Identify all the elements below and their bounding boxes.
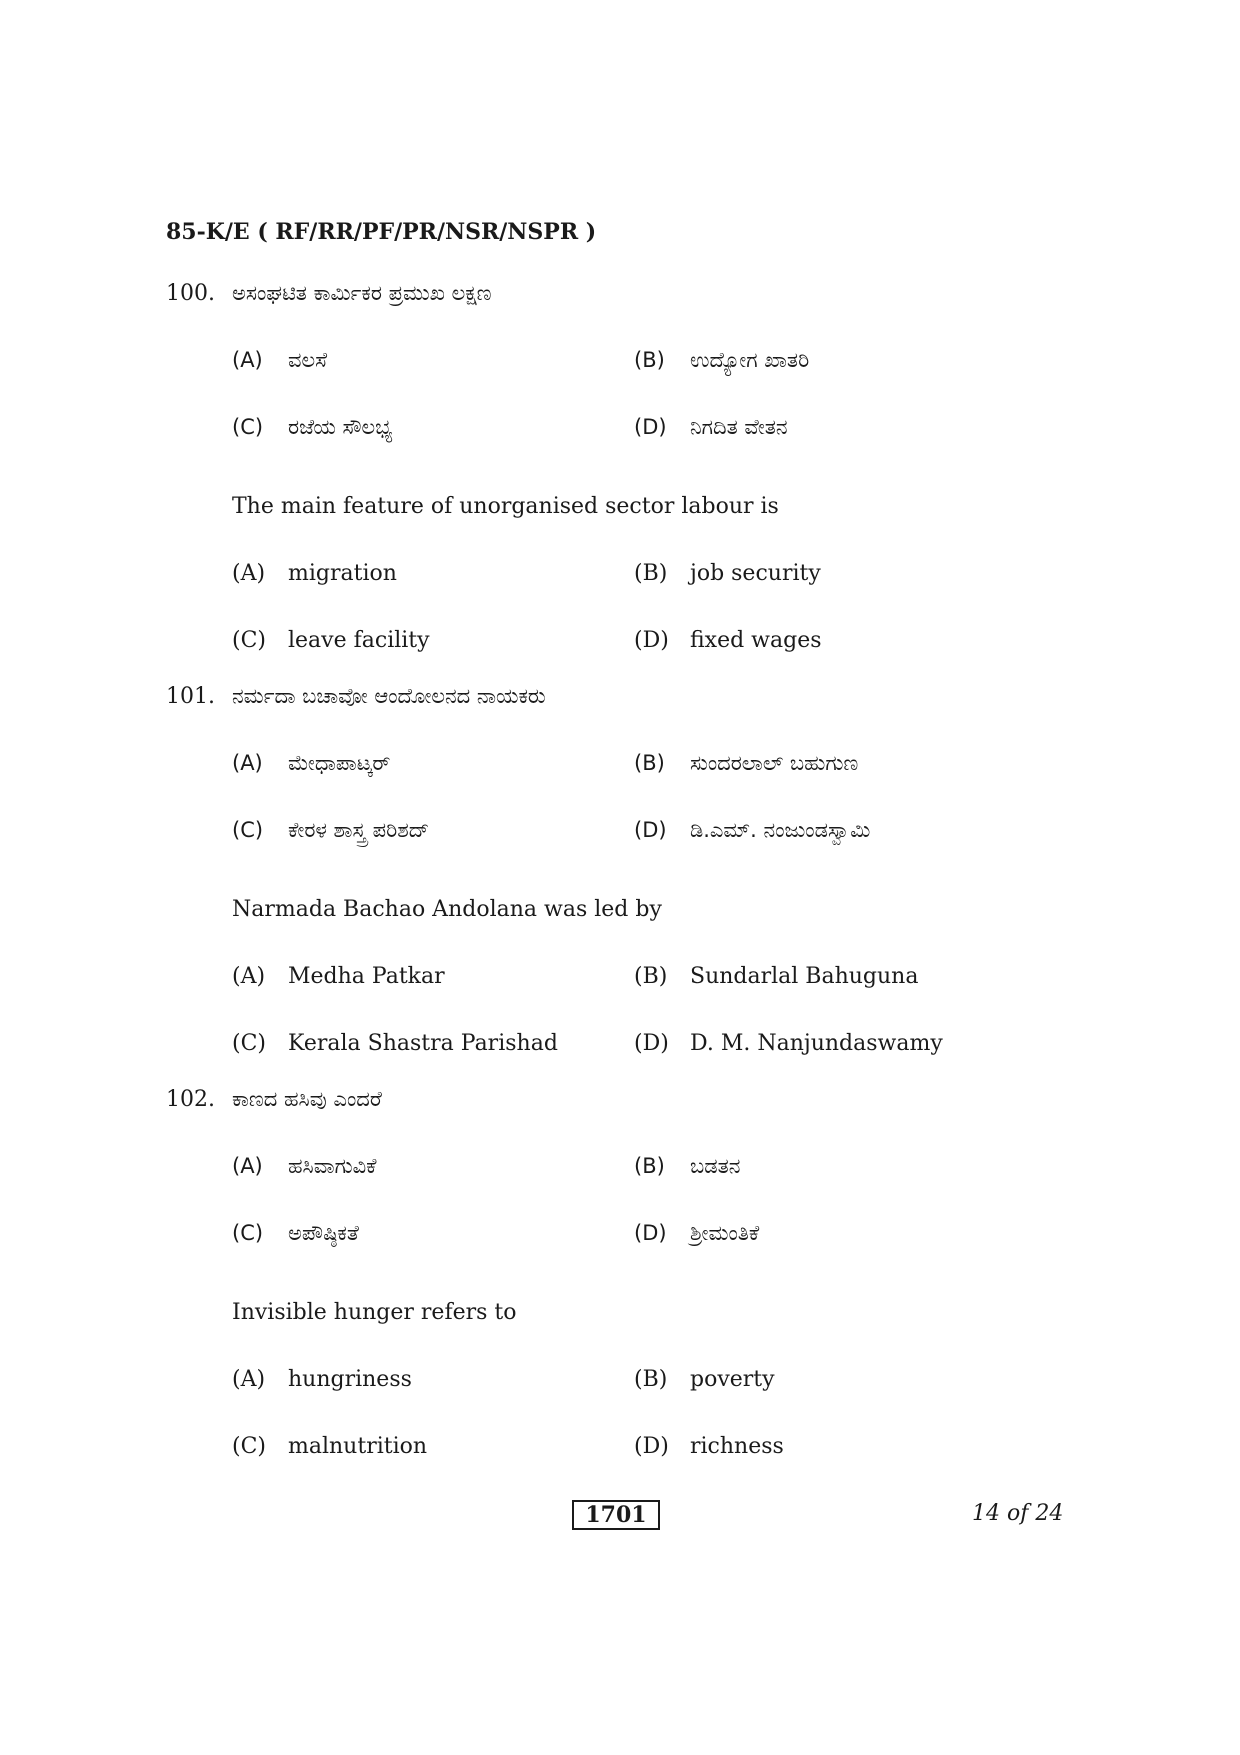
option-text: Medha Patkar [288,964,445,989]
question-number: 101. [166,684,215,709]
option-letter: (B) [634,1154,665,1178]
question-102-english: Invisible hunger refers to [232,1300,517,1325]
option-b-kannada [634,345,809,375]
question-number: 100. [166,281,215,306]
option-letter: (A) [232,1154,263,1178]
option-letter: (C) [232,1031,266,1056]
question-kannada-stem: ಕಾಣದ ಹಸಿವು ಎಂದರೆ [232,1087,382,1111]
option-text: Sundarlal Bahuguna [690,964,919,989]
option-b-english [634,1365,775,1395]
option-text: malnutrition [288,1434,428,1459]
option-text: ಹಸಿವಾಗುವಿಕೆ [288,1154,377,1178]
option-a-kannada [232,1151,376,1181]
option-c-english [232,626,430,656]
option-letter: (C) [232,818,264,842]
option-text: ಡಿ.ಎಮ್. ನಂಜುಂಡಸ್ವಾಮಿ [690,818,871,842]
question-number: 102. [166,1087,215,1112]
option-a-kannada [232,345,327,375]
option-text: ಮೇಧಾಪಾಟ್ಕರ್ [288,751,391,775]
question-102-kannada [166,1084,382,1115]
option-c-kannada [232,815,429,845]
option-letter: (D) [634,628,669,653]
option-text: ವಲಸೆ [288,348,328,372]
option-c-kannada [232,1218,359,1248]
option-letter: (C) [232,1434,266,1459]
option-letter: (A) [232,751,263,775]
option-text: richness [690,1434,784,1459]
option-b-english [634,962,918,992]
option-d-kannada [634,412,788,442]
option-a-english [232,1365,412,1395]
option-letter: (B) [634,964,668,989]
option-d-kannada [634,815,870,845]
option-text: ಕೇರಳ ಶಾಸ್ತ್ರ ಪರಿಶದ್ [288,818,430,842]
question-100-kannada [166,278,492,309]
option-letter: (D) [634,415,667,439]
option-text: ರಜೆಯ ಸೌಲಭ್ಯ [288,415,393,439]
option-letter: (B) [634,1367,668,1392]
option-letter: (C) [232,628,266,653]
option-text: job security [690,561,821,586]
option-a-english [232,962,445,992]
question-100-english: The main feature of unorganised sector labour is [232,494,779,519]
option-letter: (B) [634,561,668,586]
option-a-english [232,559,397,589]
option-text: Kerala Shastra Parishad [288,1031,558,1056]
option-text: migration [288,561,397,586]
option-letter: (D) [634,1031,669,1056]
option-d-english [634,1029,943,1059]
option-text: ಅಪೌಷ್ಠಿಕತೆ [288,1221,359,1245]
booklet-code: 1701 [572,1500,660,1530]
option-text: ಶ್ರೀಮಂತಿಕೆ [690,1221,760,1245]
option-letter: (A) [232,561,266,586]
option-letter: (D) [634,1434,669,1459]
option-text: ಸುಂದರಲಾಲ್ ಬಹುಗುಣ [690,751,859,775]
option-letter: (A) [232,964,266,989]
paper-header: 85-K/E ( RF/RR/PF/PR/NSR/NSPR ) [166,219,597,245]
page-number: 14 of 24 [972,1501,1064,1526]
option-text: ಬಡತನ [690,1154,741,1178]
question-101-kannada [166,681,546,712]
option-letter: (D) [634,1221,667,1245]
option-letter: (C) [232,1221,264,1245]
question-kannada-stem: ನರ್ಮದಾ ಬಚಾವೋ ಆಂದೋಲನದ ನಾಯಕರು [232,684,546,708]
option-text: ನಿಗದಿತ ವೇತನ [690,415,788,439]
option-letter: (D) [634,818,667,842]
option-letter: (A) [232,1367,266,1392]
option-text: D. M. Nanjundaswamy [690,1031,943,1056]
option-a-kannada [232,748,390,778]
option-text: poverty [690,1367,775,1392]
option-c-english [232,1029,558,1059]
option-b-kannada [634,748,858,778]
option-b-english [634,559,821,589]
question-kannada-stem: ಅಸಂಘಟಿತ ಕಾರ್ಮಿಕರ ಪ್ರಮುಖ ಲಕ್ಷಣ [232,281,492,305]
option-c-kannada [232,412,392,442]
option-letter: (C) [232,415,264,439]
question-101-english: Narmada Bachao Andolana was led by [232,897,662,922]
option-text: leave facility [288,628,430,653]
option-text: fixed wages [690,628,822,653]
option-d-kannada [634,1218,759,1248]
option-text: hungriness [288,1367,412,1392]
option-c-english [232,1432,427,1462]
option-d-english [634,626,822,656]
option-letter: (A) [232,348,263,372]
option-d-english [634,1432,784,1462]
option-letter: (B) [634,348,665,372]
option-text: ಉದ್ಯೋಗ ಖಾತರಿ [690,348,810,372]
option-b-kannada [634,1151,740,1181]
option-letter: (B) [634,751,665,775]
